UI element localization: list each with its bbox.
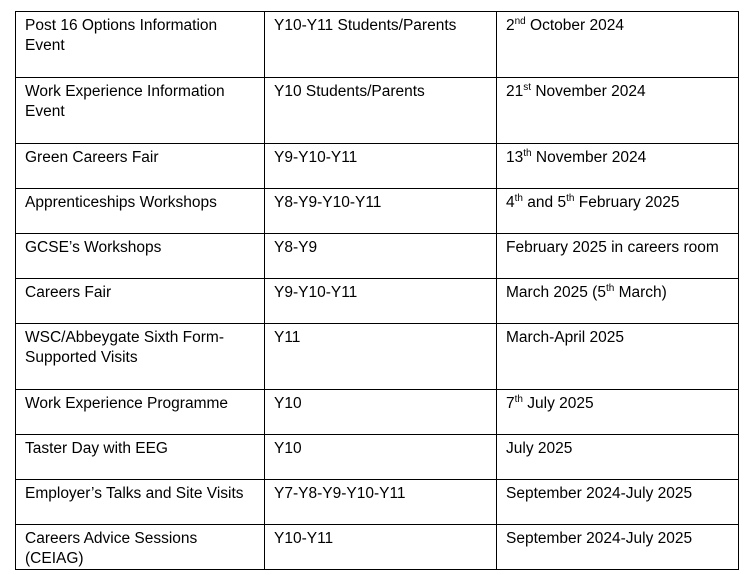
table-row [16, 144, 739, 189]
date-cell [497, 480, 739, 525]
events-table-body [16, 12, 739, 570]
date-cell [497, 390, 739, 435]
event-name-cell: GCSE’s Workshops [16, 234, 265, 279]
date-text: and 5 [522, 194, 567, 211]
audience-cell: Y8-Y9 [265, 234, 497, 279]
event-name-cell: Work Experience Programme [16, 390, 265, 435]
date-text: March) [614, 284, 667, 301]
date-text: February 2025 [574, 194, 680, 211]
audience-cell: Y9-Y10-Y11 [265, 144, 497, 189]
date-text: September 2024-July 2025 [506, 485, 693, 502]
table-row [16, 435, 739, 480]
date-ordinal-suffix: th [514, 192, 523, 204]
date-text: February 2025 in careers room [506, 239, 719, 256]
date-ordinal-suffix: th [605, 282, 615, 294]
table-row [16, 234, 739, 279]
date-cell [497, 435, 739, 480]
date-cell [497, 234, 739, 279]
event-name-cell: Careers Advice Sessions (CEIAG) [16, 525, 265, 570]
table-row [16, 324, 739, 390]
audience-cell: Y10 [265, 390, 497, 435]
event-name-cell: WSC/Abbeygate Sixth Form-Supported Visits [16, 324, 265, 390]
careers-events-table [15, 11, 739, 570]
date-ordinal-suffix: th [566, 192, 575, 204]
date-text: 7 [506, 395, 515, 412]
date-cell [497, 324, 739, 390]
date-text: September 2024-July 2025 [506, 530, 693, 547]
date-text: March 2025 (5 [506, 284, 606, 301]
table-row [16, 12, 739, 78]
event-name-cell: Apprenticeships Workshops [16, 189, 265, 234]
table-row [16, 189, 739, 234]
audience-cell: Y10-Y11 [265, 525, 497, 570]
date-text: July 2025 [522, 395, 594, 412]
event-name-cell: Post 16 Options Information Event [16, 12, 265, 78]
date-cell [497, 189, 739, 234]
audience-cell: Y9-Y10-Y11 [265, 279, 497, 324]
date-text: November 2024 [531, 149, 647, 166]
date-cell [497, 279, 739, 324]
date-cell [497, 12, 739, 78]
table-row [16, 525, 739, 570]
audience-cell: Y10 [265, 435, 497, 480]
date-text: 2 [506, 17, 515, 34]
audience-cell: Y11 [265, 324, 497, 390]
table-row [16, 480, 739, 525]
table-row [16, 390, 739, 435]
date-text: 21 [506, 83, 524, 100]
date-ordinal-suffix: st [523, 81, 532, 93]
table-row [16, 279, 739, 324]
event-name-cell: Careers Fair [16, 279, 265, 324]
date-ordinal-suffix: th [514, 393, 523, 405]
date-cell [497, 144, 739, 189]
date-cell [497, 525, 739, 570]
date-text: October 2024 [525, 17, 624, 34]
event-name-cell: Work Experience Information Event [16, 78, 265, 144]
date-ordinal-suffix: nd [514, 15, 526, 27]
date-text: 4 [506, 194, 515, 211]
date-text: July 2025 [506, 440, 573, 457]
date-text: 13 [506, 149, 524, 166]
event-name-cell: Employer’s Talks and Site Visits [16, 480, 265, 525]
table-row [16, 78, 739, 144]
event-name-cell: Green Careers Fair [16, 144, 265, 189]
audience-cell: Y8-Y9-Y10-Y11 [265, 189, 497, 234]
date-text: March-April 2025 [506, 329, 625, 346]
date-cell [497, 78, 739, 144]
audience-cell: Y7-Y8-Y9-Y10-Y11 [265, 480, 497, 525]
audience-cell: Y10-Y11 Students/Parents [265, 12, 497, 78]
date-ordinal-suffix: th [523, 147, 532, 159]
event-name-cell: Taster Day with EEG [16, 435, 265, 480]
date-text: November 2024 [531, 83, 646, 100]
audience-cell: Y10 Students/Parents [265, 78, 497, 144]
